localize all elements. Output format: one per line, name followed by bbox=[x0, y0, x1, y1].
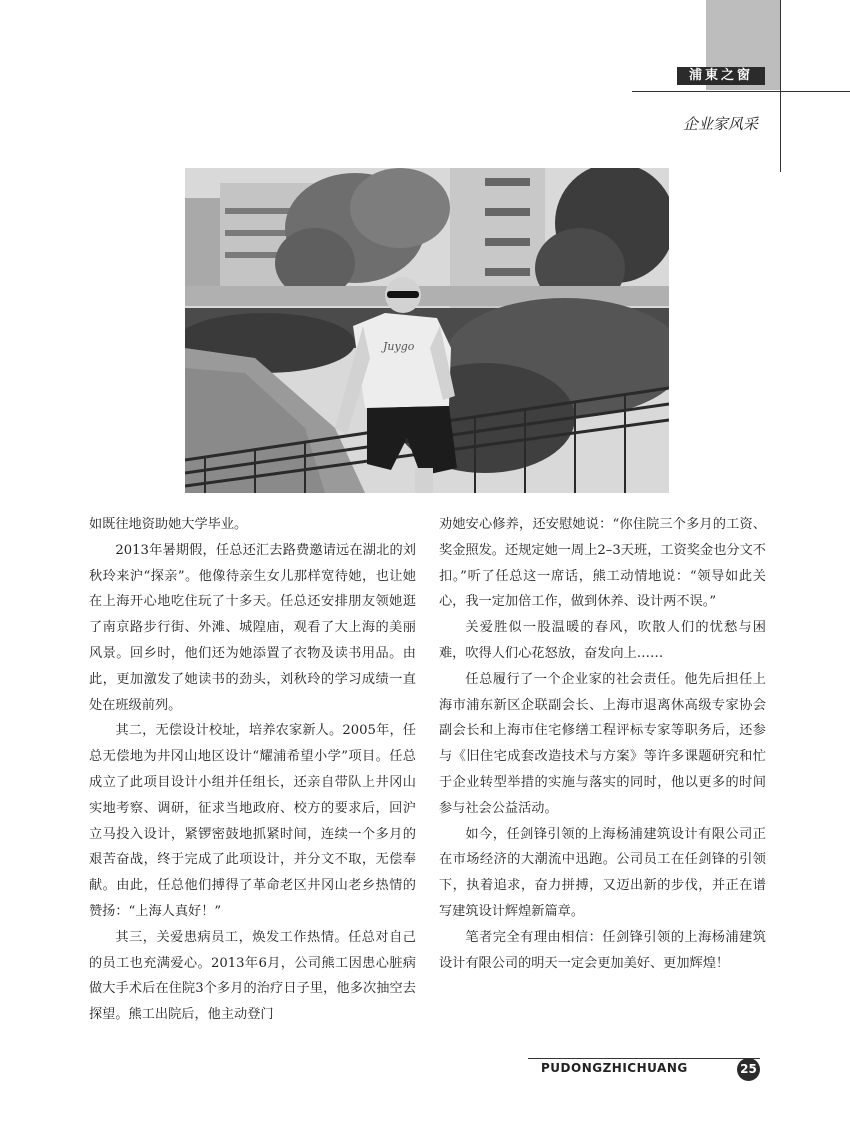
article-paragraph: 2013年暑期假，任总还汇去路费邀请远在湖北的刘秋玲来沪“探亲”。他像待亲生女儿那样宽待她，也让她在上海开心地吃住玩了十多天。任总还安排朋友领她逛了南京路步行街、外滩、城隍庙，观看了大上海的美丽风景。回乡时，他们还为她添置了衣物及读书用品。由此，更加激发了她读书的劲头，刘秋玲的学习成绩一直处在班级前列。 bbox=[89, 542, 416, 713]
article-paragraph: 如今，任剑锋引领的上海杨浦建筑设计有限公司正在市场经济的大潮流中迅跑。公司员工在任剑锋的引领下，执着追求，奋力拼搏，又迈出新的步伐，并正在谱写建筑设计辉煌新篇章。 bbox=[439, 826, 766, 919]
shirt-logo: Juygo bbox=[383, 340, 415, 353]
article-paragraph: 劝她安心修养，还安慰她说：“你住院三个多月的工资、奖金照发。还规定她一周上2–3天班，工资奖金也分文不扣。”听了任总这一席话，熊工动情地说：“领导如此关心，我一定加倍工作，做到休养、设计两不误。” bbox=[439, 517, 766, 610]
article-photo bbox=[185, 168, 669, 493]
article-column-right bbox=[439, 512, 766, 976]
column-title: 企业家风采 bbox=[682, 115, 758, 133]
article-paragraph: 关爱胜似一股温暖的春风，吹散人们的忧愁与困难，吹得人们心花怒放，奋发向上…… bbox=[439, 620, 766, 661]
publication-name: PUDONGZHICHUANG bbox=[541, 1061, 688, 1075]
article-paragraph: 如既往地资助她大学毕业。 bbox=[89, 517, 248, 532]
article-paragraph: 笔者完全有理由相信：任剑锋引领的上海杨浦建筑设计有限公司的明天一定会更加美好、更加辉煌！ bbox=[439, 929, 766, 971]
header-horizontal-rule bbox=[632, 91, 850, 92]
article-paragraph: 其三，关爱患病员工，焕发工作热情。任总对自己的员工也充满爱心。2013年6月，公司熊工因患心脏病做大手术后在住院3个多月的治疗日子里，他多次抽空去探望。熊工出院后，他主动登门 bbox=[89, 929, 416, 1023]
header-vertical-rule bbox=[780, 0, 781, 172]
article-column-left bbox=[89, 512, 416, 1028]
article-paragraph: 其二，无偿设计校址，培养农家新人。2005年，任总无偿地为井冈山地区设计“耀浦希望小学”项目。任总成立了此项目设计小组并任组长，还亲自带队上井冈山实地考察、调研，征求当地政府、校方的要求后，回沪立马投入设计，紧锣密鼓地抓紧时间，连续一个多月的艰苦奋战，终于完成了此项设计，并分文不取，无偿奉献。由此，任总他们搏得了革命老区井冈山老乡热情的赞扬：“上海人真好！” bbox=[89, 723, 416, 919]
footer-rule bbox=[528, 1058, 760, 1059]
masthead-logo: 浦東之窗 bbox=[677, 67, 765, 85]
article-paragraph: 任总履行了一个企业家的社会责任。他先后担任上海市浦东新区企联副会长、上海市退离休高级专家协会副会长和上海市住宅修缮工程评标专家等职务后，还参与《旧住宅成套改造技术与方案》等许多课题研究和忙于企业转型举措的实施与落实的同时，他以更多的时间参与社会公益活动。 bbox=[439, 671, 766, 816]
page-number: 25 bbox=[737, 1058, 760, 1081]
